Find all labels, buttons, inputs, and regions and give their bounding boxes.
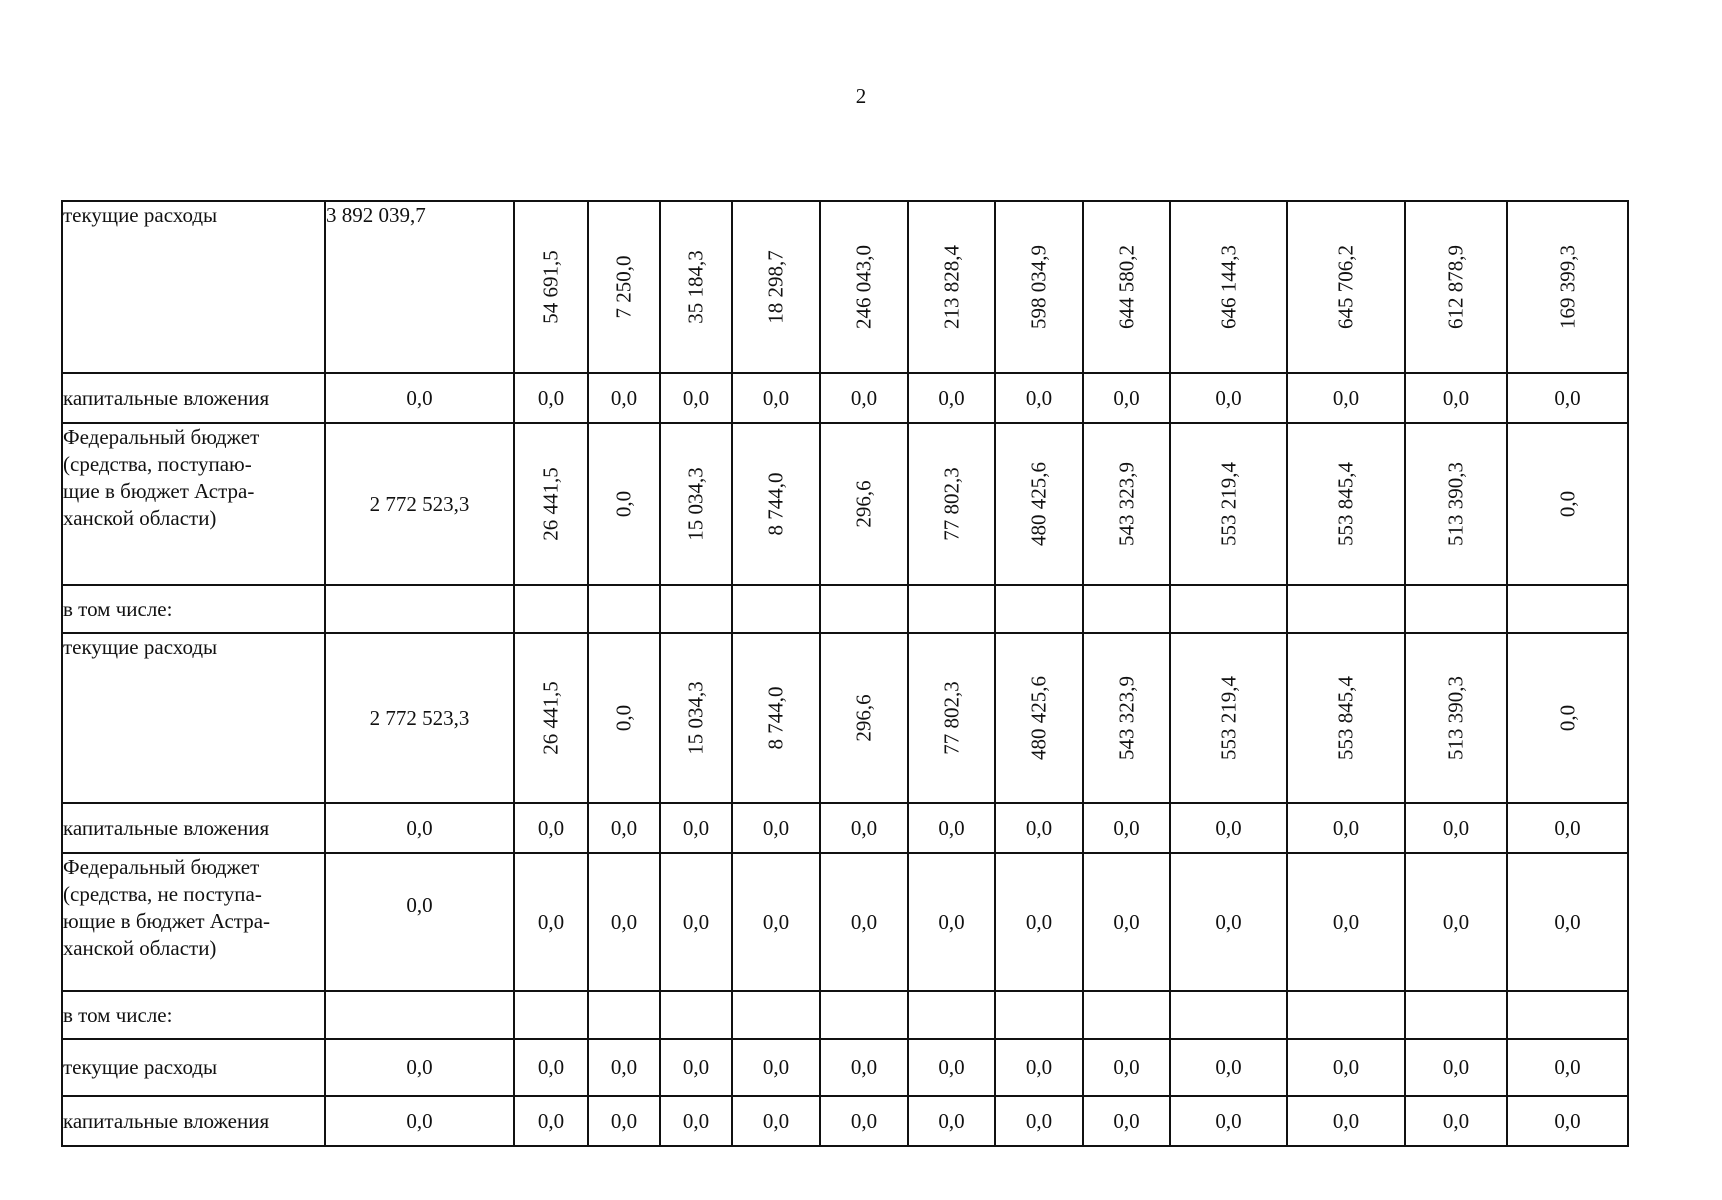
row-label-line: Федеральный бюджет [63, 425, 260, 449]
cell-value: 246 043,0 [851, 245, 876, 329]
cell-value: 0,0 [732, 803, 820, 853]
table-row [62, 853, 1628, 991]
cell-value [995, 585, 1083, 633]
cell-value: 0,0 [1287, 803, 1405, 853]
cell-value: 598 034,9 [1026, 245, 1051, 329]
cell-value: 0,0 [1083, 853, 1170, 991]
cell-value: 0,0 [514, 803, 588, 853]
value-cell [908, 633, 995, 803]
row-total: 0,0 [325, 1039, 514, 1096]
value-cell [660, 201, 732, 373]
table-row [62, 803, 1628, 853]
cell-value: 513 390,3 [1443, 462, 1468, 546]
cell-value: 0,0 [514, 1096, 588, 1146]
cell-value [514, 991, 588, 1039]
cell-value: 296,6 [851, 480, 876, 528]
cell-value [514, 585, 588, 633]
value-cell [588, 423, 660, 585]
row-label: текущие расходы [62, 201, 325, 373]
row-label: капитальные вложения [62, 1096, 325, 1146]
table-row [62, 1096, 1628, 1146]
table-row [62, 991, 1628, 1039]
row-total: 0,0 [325, 853, 514, 991]
cell-value: 0,0 [1507, 1096, 1628, 1146]
cell-value: 296,6 [851, 694, 876, 742]
value-cell [1507, 201, 1628, 373]
cell-value: 0,0 [995, 803, 1083, 853]
cell-value: 0,0 [1507, 373, 1628, 423]
cell-value [1170, 585, 1287, 633]
value-cell [588, 201, 660, 373]
cell-value: 0,0 [820, 803, 908, 853]
cell-value: 0,0 [611, 490, 636, 518]
row-label [62, 423, 325, 585]
cell-value: 644 580,2 [1114, 245, 1138, 329]
cell-value: 15 034,3 [683, 467, 708, 541]
value-cell [1405, 201, 1507, 373]
cell-value [1170, 991, 1287, 1039]
row-label-line: (средства, не поступа- [63, 882, 262, 906]
row-label-line: щие в бюджет Астра- [63, 479, 255, 503]
cell-value: 77 802,3 [939, 467, 963, 541]
cell-value: 0,0 [660, 373, 732, 423]
row-total: 0,0 [325, 803, 514, 853]
value-cell [514, 633, 588, 803]
value-cell [820, 201, 908, 373]
value-cell [1507, 633, 1628, 803]
cell-value: 0,0 [908, 1039, 995, 1096]
cell-value: 169 399,3 [1555, 245, 1579, 329]
cell-value: 0,0 [1555, 490, 1579, 518]
value-cell [1170, 633, 1287, 803]
value-cell [732, 201, 820, 373]
cell-value: 0,0 [588, 1039, 660, 1096]
value-cell [660, 633, 732, 803]
value-cell [1083, 423, 1170, 585]
value-cell [660, 423, 732, 585]
page-number: 2 [855, 84, 867, 108]
cell-value: 0,0 [1405, 853, 1507, 991]
cell-value [995, 991, 1083, 1039]
cell-value: 0,0 [1555, 704, 1579, 732]
cell-value: 0,0 [1507, 803, 1628, 853]
cell-value: 54 691,5 [538, 250, 563, 324]
cell-value: 0,0 [1170, 1096, 1287, 1146]
budget-table [61, 200, 1629, 1147]
cell-value: 0,0 [820, 373, 908, 423]
cell-value: 0,0 [732, 1039, 820, 1096]
cell-value: 0,0 [1083, 1096, 1170, 1146]
value-cell [588, 633, 660, 803]
value-cell [908, 423, 995, 585]
cell-value: 0,0 [514, 373, 588, 423]
cell-value [732, 585, 820, 633]
cell-value: 0,0 [908, 373, 995, 423]
row-label-line: Федеральный бюджет [63, 855, 260, 879]
cell-value [1507, 991, 1628, 1039]
cell-value: 0,0 [514, 1039, 588, 1096]
row-total: 3 892 039,7 [325, 201, 514, 373]
cell-value: 480 425,6 [1026, 462, 1051, 546]
row-total: 0,0 [325, 373, 514, 423]
cell-value: 480 425,6 [1026, 676, 1051, 760]
cell-value: 0,0 [732, 1096, 820, 1146]
value-cell [908, 201, 995, 373]
cell-value [1287, 991, 1405, 1039]
cell-value: 646 144,3 [1216, 245, 1240, 329]
cell-value: 0,0 [1507, 1039, 1628, 1096]
cell-value: 0,0 [660, 853, 732, 991]
table-row [62, 201, 1628, 373]
value-cell [1405, 633, 1507, 803]
cell-value: 645 706,2 [1333, 245, 1358, 329]
cell-value: 0,0 [1405, 1039, 1507, 1096]
value-cell [995, 201, 1083, 373]
cell-value: 0,0 [588, 803, 660, 853]
cell-value: 0,0 [908, 853, 995, 991]
cell-value: 0,0 [995, 1039, 1083, 1096]
table-row [62, 373, 1628, 423]
cell-value: 0,0 [995, 853, 1083, 991]
cell-value: 0,0 [908, 803, 995, 853]
cell-value: 0,0 [820, 1039, 908, 1096]
cell-value: 0,0 [1507, 853, 1628, 991]
cell-value [908, 585, 995, 633]
cell-value: 7 250,0 [611, 255, 636, 319]
cell-value: 77 802,3 [939, 681, 963, 755]
table-row [62, 1039, 1628, 1096]
cell-value: 0,0 [611, 704, 636, 732]
cell-value: 0,0 [1287, 373, 1405, 423]
cell-value [732, 991, 820, 1039]
cell-value: 0,0 [1083, 803, 1170, 853]
row-total: 2 772 523,3 [325, 423, 514, 585]
row-label: в том числе: [62, 585, 325, 633]
row-label: текущие расходы [62, 1039, 325, 1096]
cell-value: 0,0 [1287, 1096, 1405, 1146]
cell-value: 18 298,7 [763, 250, 788, 324]
value-cell [820, 633, 908, 803]
row-total [325, 585, 514, 633]
row-total [325, 991, 514, 1039]
cell-value [820, 585, 908, 633]
cell-value: 0,0 [908, 1096, 995, 1146]
row-label [62, 853, 325, 991]
cell-value [588, 991, 660, 1039]
value-cell [732, 633, 820, 803]
value-cell [1170, 423, 1287, 585]
row-label: капитальные вложения [62, 373, 325, 423]
row-label: капитальные вложения [62, 803, 325, 853]
cell-value: 0,0 [1170, 853, 1287, 991]
cell-value: 0,0 [1405, 373, 1507, 423]
cell-value: 612 878,9 [1443, 245, 1468, 329]
row-label-line: ханской области) [63, 506, 217, 530]
cell-value: 553 845,4 [1333, 462, 1358, 546]
row-label: текущие расходы [62, 633, 325, 803]
cell-value [588, 585, 660, 633]
cell-value: 553 219,4 [1216, 676, 1240, 760]
cell-value: 0,0 [732, 853, 820, 991]
cell-value: 0,0 [588, 853, 660, 991]
value-cell [1083, 201, 1170, 373]
cell-value: 0,0 [660, 803, 732, 853]
cell-value: 553 219,4 [1216, 462, 1240, 546]
cell-value: 0,0 [514, 853, 588, 991]
row-label-line: (средства, поступаю- [63, 452, 252, 476]
cell-value [820, 991, 908, 1039]
row-label: в том числе: [62, 991, 325, 1039]
cell-value [908, 991, 995, 1039]
cell-value: 0,0 [1170, 1039, 1287, 1096]
cell-value [1287, 585, 1405, 633]
cell-value: 543 323,9 [1114, 462, 1138, 546]
cell-value: 553 845,4 [1333, 676, 1358, 760]
cell-value: 0,0 [995, 1096, 1083, 1146]
cell-value [1405, 991, 1507, 1039]
cell-value: 0,0 [588, 1096, 660, 1146]
cell-value: 15 034,3 [683, 681, 708, 755]
cell-value: 0,0 [732, 373, 820, 423]
table-row [62, 585, 1628, 633]
row-total: 2 772 523,3 [325, 633, 514, 803]
cell-value: 0,0 [820, 1096, 908, 1146]
table-row [62, 633, 1628, 803]
cell-value: 213 828,4 [939, 245, 963, 329]
table-row [62, 423, 1628, 585]
cell-value [660, 585, 732, 633]
cell-value [1083, 585, 1170, 633]
cell-value [1507, 585, 1628, 633]
cell-value: 0,0 [1083, 373, 1170, 423]
cell-value [1405, 585, 1507, 633]
value-cell [995, 633, 1083, 803]
cell-value: 0,0 [1287, 853, 1405, 991]
cell-value: 0,0 [820, 853, 908, 991]
row-total: 0,0 [325, 1096, 514, 1146]
cell-value: 0,0 [660, 1096, 732, 1146]
value-cell [1287, 633, 1405, 803]
cell-value: 8 744,0 [763, 472, 788, 536]
cell-value: 543 323,9 [1114, 676, 1138, 760]
cell-value [1083, 991, 1170, 1039]
row-label-line: ющие в бюджет Астра- [63, 909, 271, 933]
cell-value: 8 744,0 [763, 686, 788, 750]
cell-value: 0,0 [1405, 803, 1507, 853]
cell-value: 0,0 [588, 373, 660, 423]
value-cell [514, 423, 588, 585]
cell-value: 0,0 [1287, 1039, 1405, 1096]
value-cell [1287, 201, 1405, 373]
value-cell [1507, 423, 1628, 585]
value-cell [1405, 423, 1507, 585]
value-cell [1083, 633, 1170, 803]
cell-value: 26 441,5 [538, 681, 563, 755]
value-cell [514, 201, 588, 373]
value-cell [995, 423, 1083, 585]
value-cell [1287, 423, 1405, 585]
value-cell [1170, 201, 1287, 373]
cell-value: 0,0 [1405, 1096, 1507, 1146]
value-cell [820, 423, 908, 585]
row-label-line: ханской области) [63, 936, 217, 960]
cell-value: 0,0 [660, 1039, 732, 1096]
cell-value: 0,0 [1170, 373, 1287, 423]
cell-value: 0,0 [1083, 1039, 1170, 1096]
cell-value: 513 390,3 [1443, 676, 1468, 760]
cell-value [660, 991, 732, 1039]
cell-value: 0,0 [1170, 803, 1287, 853]
cell-value: 35 184,3 [683, 250, 708, 324]
cell-value: 26 441,5 [538, 467, 563, 541]
value-cell [732, 423, 820, 585]
cell-value: 0,0 [995, 373, 1083, 423]
